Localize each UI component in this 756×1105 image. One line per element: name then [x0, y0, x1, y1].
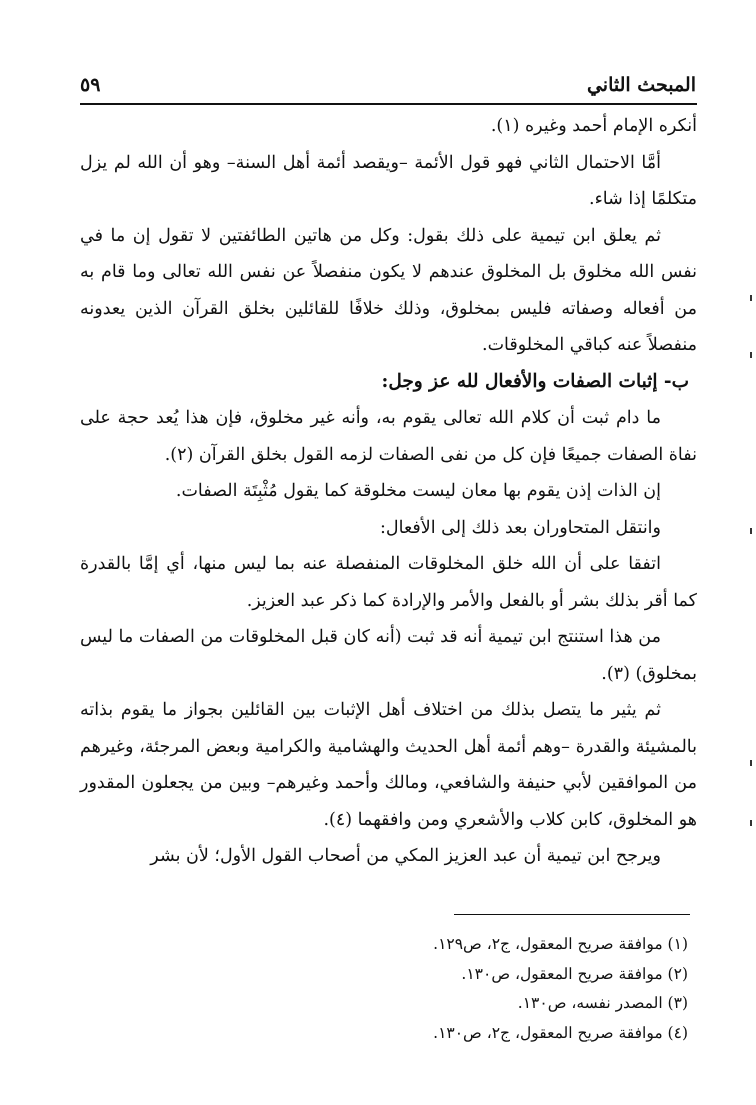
scan-edge-mark	[750, 352, 752, 358]
footnotes	[80, 930, 696, 1048]
paragraph-6: وانتقل المتحاوران بعد ذلك إلى الأفعال:	[380, 517, 661, 538]
scan-edge-mark	[750, 528, 752, 534]
paragraph-10: ويرجح ابن تيمية أن عبد العزيز المكي من أصحاب القول الأول؛ لأن بشر	[150, 846, 661, 866]
paragraph-5: إن الذات إذن يقوم بها معان ليست مخلوقة كما يقول مُثْبِتَة الصفات.	[175, 481, 661, 501]
paragraph-7: اتفقا على أن الله خلق المخلوقات المنفصلة عنه بما ليس منها، أي إمَّا بالقدرة كما أقر بذلك بشر أو بالفعل والأمر والإرادة كما ذكر عبد العزيز.	[80, 554, 697, 611]
paragraph-9: ثم يثير ما يتصل بذلك من اختلاف أهل الإثبات بين القائلين بجواز ما يقوم بذاته بالمشيئة والقدرة –وهم أئمة أهل الحديث والهشامية والكرامية وبعض المرجئة، وغيرهم من الموافقين لأبي حنيفة والشافعي، ومالك وأحمد وغيرهم– وبين من يجعلون المقدور هو المخلوق، كابن كلاب والأشعري ومن وافقهما (٤).	[80, 700, 697, 830]
scan-edge-mark	[750, 760, 752, 766]
header-title: المبحث الثاني	[586, 74, 696, 96]
footnote-4: (٤) موافقة صريح المعقول، ج٢، ص١٣٠.	[433, 1023, 688, 1042]
paragraph-3: ثم يعلق ابن تيمية على ذلك بقول: وكل من هاتين الطائفتين لا تقول إن ما في نفس الله مخلوق بل المخلوق عندهم لا يكون منفصلاً عن نفس الله تعالى وما قام به من أفعاله وصفاته فليس بمخلوق، وذلك خلافًا للقائلين بخلق القرآن الذين يعدونه منفصلاً عنه كباقي المخلوقات.	[80, 225, 697, 355]
scan-edge-mark	[750, 295, 752, 301]
running-header	[80, 70, 696, 106]
page-number: ٥٩	[80, 74, 101, 96]
paragraph-4: ما دام ثبت أن كلام الله تعالى يقوم به، وأنه غير مخلوق، فإن هذا يُعد حجة على نفاة الصفات جميعًا فإن كل من نفى الصفات لزمه القول بخلق القرآن (٢).	[80, 408, 697, 465]
paragraph-2: أمَّا الاحتمال الثاني فهو قول الأئمة –ويقصد أئمة أهل السنة– وهو أن الله لم يزل متكلمًا إذا شاء.	[80, 152, 697, 209]
footnote-2: (٢) موافقة صريح المعقول، ص١٣٠.	[461, 964, 688, 983]
paragraph-8: من هذا استنتج ابن تيمية أنه قد ثبت (أنه كان قبل المخلوقات من الصفات ما ليس بمخلوق) (٣).	[80, 627, 697, 684]
footnote-separator	[454, 914, 690, 915]
section-heading: ب- إثبات الصفات والأفعال لله عز وجل:	[381, 370, 689, 392]
body-text	[80, 108, 697, 875]
footnote-3: (٣) المصدر نفسه، ص١٣٠.	[517, 994, 688, 1012]
scan-edge-mark	[750, 820, 752, 826]
header-rule	[80, 103, 697, 105]
paragraph-1: أنكره الإمام أحمد وغيره (١).	[490, 116, 697, 136]
footnote-1: (١) موافقة صريح المعقول، ج٢، ص١٢٩.	[433, 935, 688, 953]
